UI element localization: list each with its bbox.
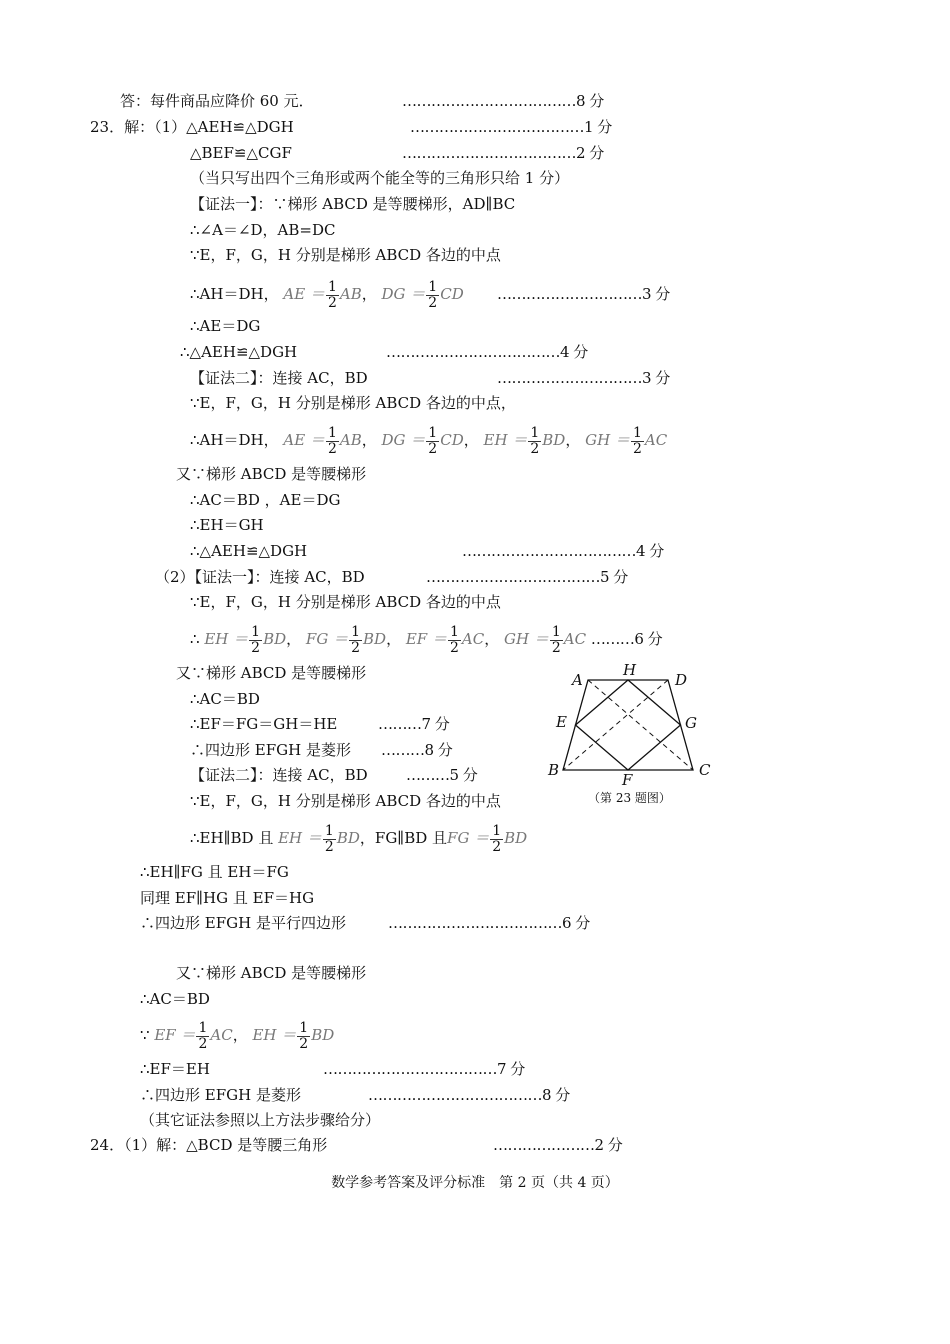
text-line-l22: 【证法二】：连接 AC，BD <box>190 766 368 784</box>
fraction: $\frac{1}{2}$ <box>449 623 459 656</box>
diagonal-bd <box>563 680 668 770</box>
text-line-l12: 又∵梯形 ABCD 是等腰梯形 <box>176 465 367 483</box>
label-f: F <box>622 771 633 789</box>
formula-term: BD <box>363 630 387 648</box>
formula-term: CD <box>440 285 464 303</box>
text-line-l27: 又∵梯形 ABCD 是等腰梯形 <box>176 964 367 982</box>
formula-prefix: ∵ <box>140 1026 150 1044</box>
formula-term: EF <box>405 630 428 648</box>
text-line-l26: ∴四边形 EFGH 是平行四边形 <box>140 914 346 932</box>
text-line-l02: 23．解：（1）△AEH≌△DGH <box>90 118 294 136</box>
score-marker-s03: ………………………………2 分 <box>402 144 604 162</box>
fraction: $\frac{1}{2}$ <box>299 1019 309 1052</box>
score-marker-s04: …………………………3 分 <box>497 285 670 303</box>
score-marker: ………6 分 <box>590 630 663 648</box>
formula-term: BD <box>336 829 360 847</box>
fraction: $\frac{1}{2}$ <box>351 623 360 656</box>
text-line-l17: ∵E，F，G，H 分别是梯形 ABCD 各边的中点 <box>190 593 501 611</box>
trapezoid-figure <box>540 660 740 810</box>
score-marker-s11: ………5 分 <box>406 766 478 784</box>
fraction: $\frac{1}{2}$ <box>492 822 502 855</box>
formula-term: GH <box>585 431 611 449</box>
label-g: G <box>685 714 697 732</box>
formula-term: BD <box>263 630 287 648</box>
label-h: H <box>623 661 637 679</box>
text-line-l13: ∴AC＝BD ，AE＝DG <box>190 491 341 509</box>
label-c: C <box>699 761 711 779</box>
formula-term: AE <box>283 285 306 303</box>
text-line-l29: ∴EF＝EH <box>140 1060 210 1078</box>
fraction: $\frac{1}{2}$ <box>324 822 334 855</box>
text-line-l19: ∴AC＝BD <box>190 690 260 708</box>
formula-term: GH <box>504 630 530 648</box>
text-line-l01: 答：每件商品应降价 60 元． <box>120 92 314 110</box>
diagonal-ac <box>588 680 693 770</box>
text-line-l21: ∴四边形 EFGH 是菱形 <box>190 741 351 759</box>
formula-term: AC <box>461 630 485 648</box>
rhombus-efgh <box>576 680 681 770</box>
fraction: $\frac{1}{2}$ <box>327 424 337 457</box>
text-line-l06: ∴∠A＝∠D，AB=DC <box>190 221 336 239</box>
score-marker-s01: ………………………………8 分 <box>402 92 604 110</box>
formula-term: AC <box>210 1026 233 1044</box>
page-footer: 数学参考答案及评分标准 第 2 页（共 4 页） <box>331 1175 619 1191</box>
text-line-l24: ∴EH∥FG 且 EH＝FG <box>140 863 289 881</box>
text-line-l08: ∴AE＝DG <box>190 317 261 335</box>
formula-prefix: ∴AH＝DH， <box>190 431 279 449</box>
formula-prefix: ∴AH＝DH， <box>190 285 279 303</box>
formula-line-2: ∴AH＝DH， AE ＝ $\frac{1}{2}$ AB， DG ＝ $\frac{1}{2}$ CD， EH ＝ $\frac{1}{2}$ BD， GH ＝ $\frac{1}{2}$ AC <box>190 424 668 457</box>
formula-term: AB <box>339 285 362 303</box>
formula-term: AC <box>563 630 587 648</box>
score-marker-s05: ………………………………4 分 <box>386 343 588 361</box>
text-line-l11: ∵E，F，G，H 分别是梯形 ABCD 各边的中点， <box>190 394 516 412</box>
text-line-l09: ∴△AEH≌△DGH <box>180 343 298 361</box>
formula-term: BD <box>504 829 528 847</box>
formula-line-5: ∵ EF ＝ $\frac{1}{2}$ AC， EH ＝ $\frac{1}{2}$ BD <box>140 1019 335 1052</box>
formula-term: AC <box>644 431 668 449</box>
text-line-l30: ∴四边形 EFGH 是菱形 <box>140 1086 301 1104</box>
formula-term: DG <box>381 285 406 303</box>
formula-term: EH <box>204 630 229 648</box>
formula-prefix: ∴ <box>190 630 200 648</box>
formula-term: FG <box>305 630 329 648</box>
label-a: A <box>572 671 583 689</box>
formula-term: EH <box>278 829 303 847</box>
score-marker-s02: ………………………………1 分 <box>410 118 612 136</box>
formula-term: FG <box>447 829 470 847</box>
label-d: D <box>675 671 688 689</box>
fraction: $\frac{1}{2}$ <box>428 424 438 457</box>
figure-caption: （第 23 题图） <box>588 791 671 805</box>
fraction: $\frac{1}{2}$ <box>632 424 642 457</box>
formula-term: EH <box>483 431 508 449</box>
text-line-l04: （当只写出四个三角形或两个能全等的三角形只给 1 分） <box>190 169 570 187</box>
formula-term: DG <box>381 431 406 449</box>
text-line-l20: ∴EF＝FG＝GH＝HE <box>190 715 338 733</box>
text-line-l32: 24．（1）解：△BCD 是等腰三角形 <box>90 1136 328 1154</box>
text-line-l16: （2）【证法一】：连接 AC，BD <box>155 568 365 586</box>
text-line-l10: 【证法二】：连接 AC，BD <box>190 369 368 387</box>
score-marker-s10: ………8 分 <box>381 741 453 759</box>
formula-mid: ，FG∥BD 且 <box>359 829 448 847</box>
text-line-l23: ∵E，F，G，H 分别是梯形 ABCD 各边的中点 <box>190 792 501 810</box>
formula-term: BD <box>311 1026 335 1044</box>
text-line-l18: 又∵梯形 ABCD 是等腰梯形 <box>176 664 367 682</box>
formula-line-1: ∴AH＝DH， AE ＝ $\frac{1}{2}$ AB， DG ＝ $\frac{1}{2}$ CD <box>190 278 464 311</box>
fraction: $\frac{1}{2}$ <box>198 1019 208 1052</box>
score-marker-s13: ………………………………7 分 <box>323 1060 525 1078</box>
formula-term: EF <box>154 1026 176 1044</box>
text-line-l25: 同理 EF∥HG 且 EF＝HG <box>140 889 315 907</box>
label-e: E <box>556 713 567 731</box>
score-marker-s09: ………7 分 <box>378 715 450 733</box>
text-line-l28: ∴AC＝BD <box>140 990 210 1008</box>
formula-line-3: ∴ EH ＝ $\frac{1}{2}$ BD， FG ＝ $\frac{1}{2}$ BD， EF ＝ $\frac{1}{2}$ AC， GH ＝ $\frac{1}{2}$ AC ………6 分 <box>190 623 663 656</box>
text-line-l31: （其它证法参照以上方法步骤给分） <box>140 1111 381 1129</box>
formula-term: AB <box>339 431 362 449</box>
fraction: $\frac{1}{2}$ <box>428 278 438 311</box>
score-marker-s08: ………………………………5 分 <box>426 568 628 586</box>
fraction: $\frac{1}{2}$ <box>327 278 337 311</box>
formula-prefix: ∴EH∥BD 且 <box>190 829 274 847</box>
formula-term: CD <box>440 431 464 449</box>
formula-term: AE <box>283 431 306 449</box>
fraction: $\frac{1}{2}$ <box>251 623 261 656</box>
text-line-l03: △BEF≌△CGF <box>190 144 292 162</box>
score-marker-s12: ………………………………6 分 <box>388 914 590 932</box>
text-line-l15: ∴△AEH≌△DGH <box>190 542 308 560</box>
formula-term: BD <box>542 431 566 449</box>
score-marker-s15: …………………2 分 <box>493 1136 623 1154</box>
score-marker-s14: ………………………………8 分 <box>368 1086 570 1104</box>
score-marker-s07: ………………………………4 分 <box>462 542 664 560</box>
fraction: $\frac{1}{2}$ <box>551 623 561 656</box>
text-line-l05: 【证法一】：∵梯形 ABCD 是等腰梯形，AD∥BC <box>190 195 516 213</box>
text-line-l07: ∵E，F，G，H 分别是梯形 ABCD 各边的中点 <box>190 246 501 264</box>
score-marker-s06: …………………………3 分 <box>497 369 670 387</box>
text-line-l14: ∴EH＝GH <box>190 516 264 534</box>
label-b: B <box>548 761 560 779</box>
formula-line-4: ∴EH∥BD 且 EH ＝ $\frac{1}{2}$ BD，FG∥BD 且FG ＝ $\frac{1}{2}$ BD <box>190 822 528 855</box>
trapezoid-abcd <box>563 680 693 770</box>
fraction: $\frac{1}{2}$ <box>530 424 540 457</box>
formula-term: EH <box>252 1026 277 1044</box>
